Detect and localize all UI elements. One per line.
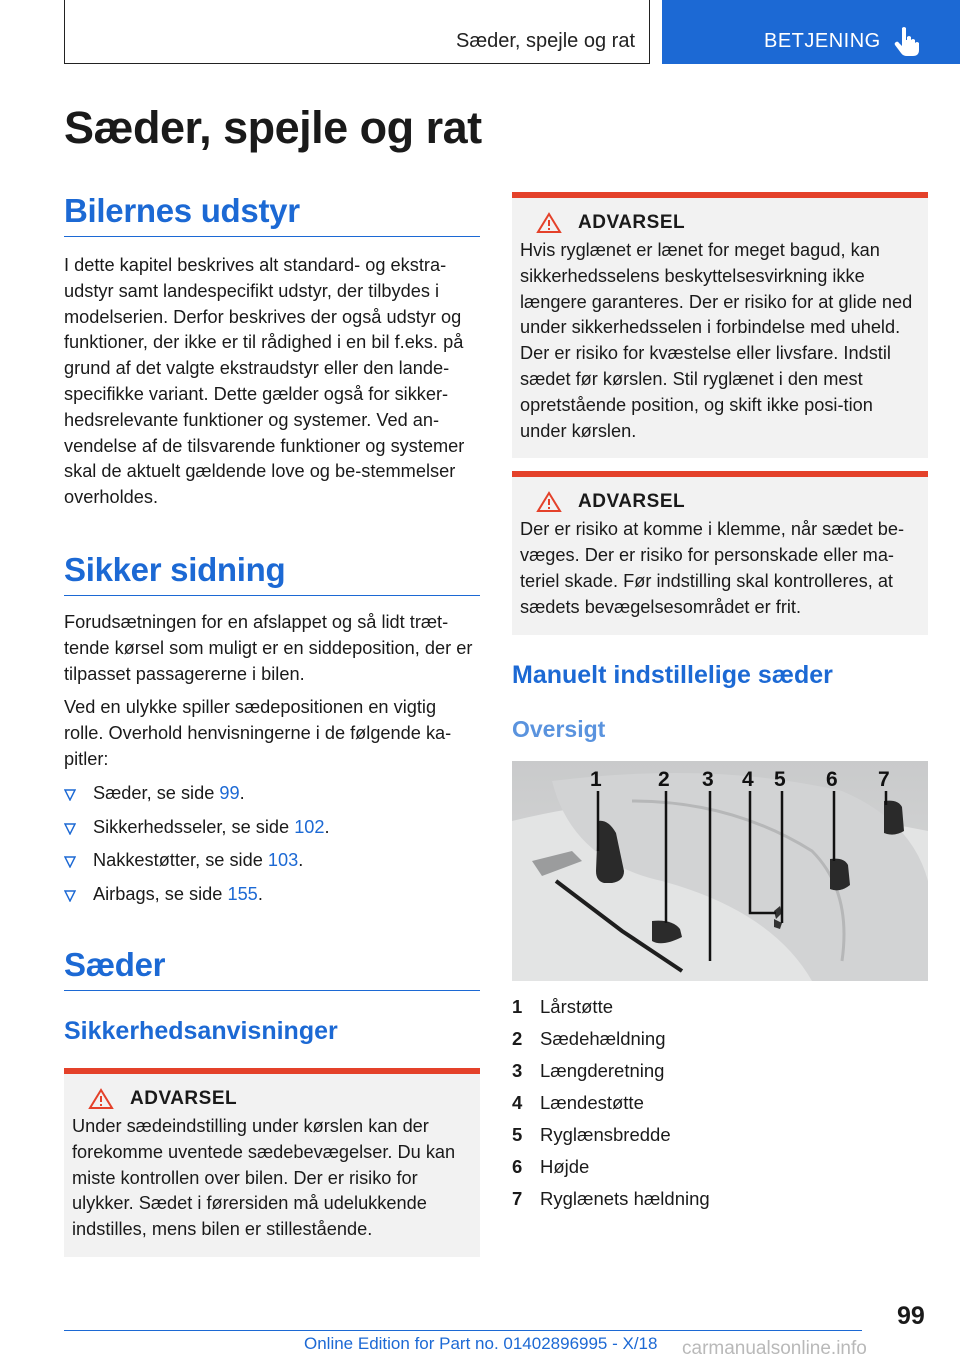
photo-label-6: 6 — [826, 767, 838, 791]
list-item: Sikkerhedsseler, se side 102. — [64, 815, 480, 841]
equipment-paragraph: I dette kapitel beskrives alt standard- og ekstra-udstyr samt landespecifikt udstyr, der tilbydes i modelserien. Derfor beskrives der også udstyr og funktioner, der ikke er til rådighed i en bil f.eks. på grund af det valgte ekstraudstyr eller den lande-specifikke variant. Dette gælder også for sikker-hedsrelevante funktioner og systemer. Ved an-vendelse af de tilsvarende funktioner og systemer skal de aktuelt gældende love og be-stemmelser overholdes. — [64, 255, 465, 508]
watermark: carmanualsonline.info — [682, 1338, 867, 1359]
header-section-title: Sæder, spejle og rat — [456, 30, 635, 52]
seat-controls-photo — [512, 761, 928, 981]
warning-box — [512, 471, 928, 634]
seat-illustration — [512, 761, 928, 981]
footer-edition: Online Edition for Part no. 01402896995 - X/18 — [304, 1334, 658, 1353]
warning-triangle-icon — [88, 1088, 114, 1110]
page-link[interactable]: 155 — [227, 884, 258, 905]
page-link[interactable]: 99 — [219, 782, 240, 803]
photo-label-3: 3 — [702, 767, 714, 791]
warning-triangle-icon — [536, 491, 562, 513]
reference-list — [64, 781, 480, 908]
equipment-heading: Bilernes udstyr — [64, 192, 480, 237]
warning-box — [64, 1068, 480, 1257]
photo-label-7: 7 — [878, 767, 890, 791]
warning-text: Hvis ryglænet er lænet for meget bagud, kan sikkerhedsselens beskyttelsesvirkning ikke længere garanteres. Der er risiko for at glide ned under sikkerhedsselen i forbindelse med uheld. Der er risiko for kvæstelse eller livsfare. Indstil sædet før kørslen. Stil ryglænet i den mest opretstående position, og skift ikke posi-tion under kørslen. — [520, 240, 913, 441]
list-item: 5 Ryglænsbredde — [512, 1123, 671, 1145]
triangle-bullet-icon — [64, 789, 76, 801]
warning-label: ADVARSEL — [130, 1087, 238, 1109]
photo-label-5: 5 — [774, 767, 786, 791]
header-chapter-label: BETJENING — [764, 30, 881, 52]
triangle-bullet-icon — [64, 823, 76, 835]
safe-seating-paragraph-1: Forudsætningen for en afslappet og så lidt træt-tende kørsel som muligt er en siddeposition, der er tilpasset passagererne i bilen. — [64, 611, 473, 684]
photo-label-2: 2 — [658, 767, 670, 791]
manual-seats-heading: Manuelt indstillelige sæder — [512, 660, 833, 689]
seats-heading: Sæder — [64, 946, 480, 991]
list-item: 2 Sædehældning — [512, 1027, 666, 1049]
list-item: 3 Længderetning — [512, 1059, 665, 1081]
safety-notes-heading: Sikkerhedsanvisninger — [64, 1016, 338, 1045]
right-column — [512, 192, 928, 1215]
hand-pointer-icon — [893, 26, 921, 56]
photo-label-4: 4 — [742, 767, 754, 791]
list-item: 1 Lårstøtte — [512, 995, 613, 1017]
warning-label: ADVARSEL — [578, 212, 686, 233]
header-section-box — [64, 0, 650, 64]
overview-heading: Oversigt — [512, 715, 606, 742]
footer-divider — [64, 1330, 862, 1331]
left-column — [64, 192, 480, 1257]
list-item: Airbags, se side 155. — [64, 882, 480, 908]
seat-controls-legend — [512, 991, 928, 1215]
triangle-bullet-icon — [64, 890, 76, 902]
warning-triangle-icon — [536, 212, 562, 234]
warning-text: Under sædeindstilling under kørslen kan der forekomme uventede sædebevægelser. Du kan miste kontrollen over bilen. Der er risiko for ulykker. Sædet i førersiden må udelukkende indstilles, mens bilen er stillestående. — [72, 1115, 456, 1240]
page-link[interactable]: 102 — [294, 816, 325, 837]
safe-seating-paragraph-2: Ved en ulykke spiller sædepositionen en vigtig rolle. Overhold henvisningerne i de følgende ka-pitler: — [64, 697, 452, 769]
warning-box — [512, 192, 928, 458]
triangle-bullet-icon — [64, 856, 76, 868]
list-item: 6 Højde — [512, 1155, 590, 1177]
list-item: Sæder, se side 99. — [64, 781, 480, 807]
page-title: Sæder, spejle og rat — [64, 102, 482, 153]
list-item: 4 Lændestøtte — [512, 1091, 644, 1113]
page-link[interactable]: 103 — [267, 850, 299, 871]
list-item: Nakkestøtter, se side 103. — [64, 848, 480, 874]
safe-seating-heading: Sikker sidning — [64, 551, 480, 596]
list-item: 7 Ryglænets hældning — [512, 1187, 710, 1209]
warning-label: ADVARSEL — [578, 491, 686, 513]
warning-text: Der er risiko at komme i klemme, når sædet be-væges. Der er risiko for personskade eller ma-teriel skade. Før indstilling skal kontrolleres, at sædets bevægelsesområdet er frit. — [520, 519, 905, 617]
page-number: 99 — [897, 1302, 925, 1330]
photo-label-1: 1 — [590, 767, 602, 791]
